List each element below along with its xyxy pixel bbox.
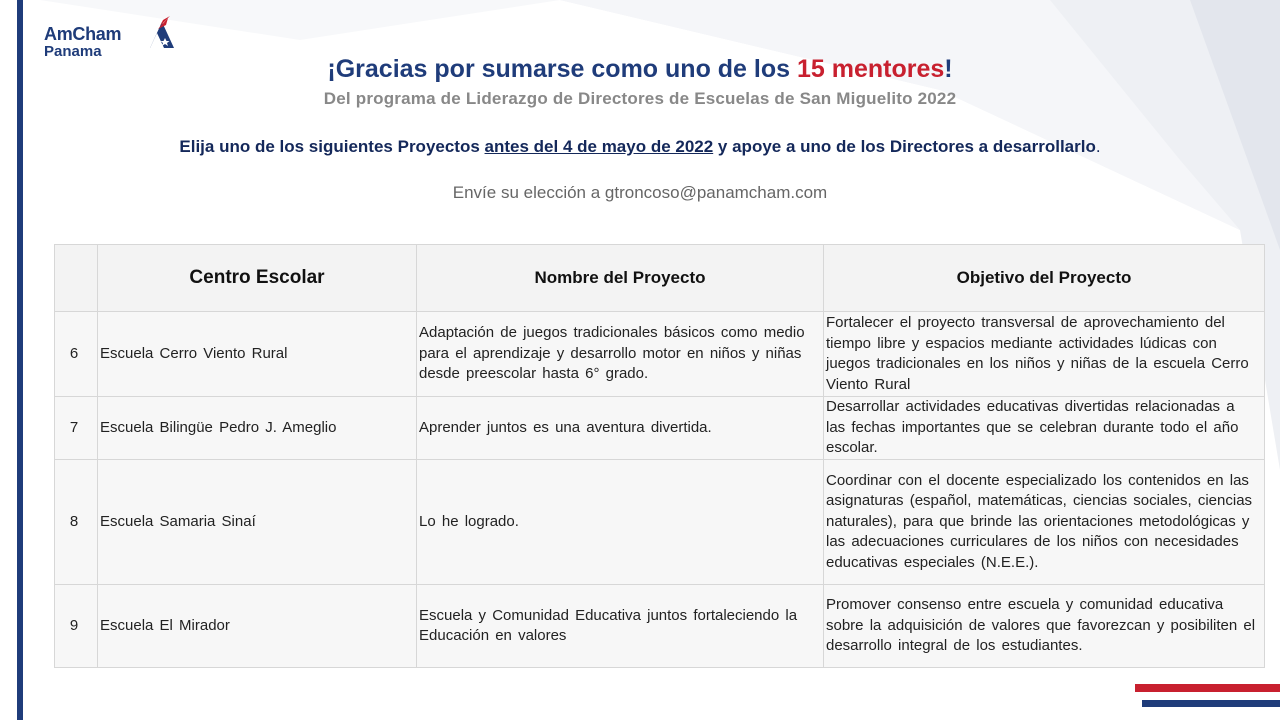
page-subtitle: Del programa de Liderazgo de Directores de Escuelas de San Miguelito 2022 (323, 89, 957, 108)
row-school: Escuela Bilingüe Pedro J. Ameglio (98, 397, 417, 460)
row-number: 7 (55, 397, 98, 460)
row-objective: Desarrollar actividades educativas divertidas relacionadas a las fechas importantes que se celebran durante todo el año escolar. (824, 397, 1265, 460)
logo-text-line2: Panama (44, 43, 102, 60)
title-text-start: ¡Gracias por sumarse como uno de los (327, 55, 797, 83)
header-project-name: Nombre del Proyecto (417, 245, 824, 312)
row-project-name: Escuela y Comunidad Educativa juntos fortaleciendo la Educación en valores (417, 585, 824, 668)
table-row (55, 312, 1265, 397)
row-school: Escuela El Mirador (98, 585, 417, 668)
row-project-name: Adaptación de juegos tradicionales básicos como medio para el aprendizaje y desarrollo motor en niños y niñas desde preescolar hasta 6° grado. (417, 312, 824, 397)
instruction-end: y apoye a uno de los Directores a desarrollarlo (713, 137, 1096, 156)
title-text-end: ! (944, 55, 953, 83)
email-instruction: Envíe su elección a gtroncoso@panamcham.com (452, 183, 828, 202)
header-school: Centro Escolar (98, 245, 417, 312)
header-number (55, 245, 98, 312)
logo-text-line1: AmCham (44, 24, 122, 44)
row-objective: Promover consenso entre escuela y comunidad educativa sobre la adquisición de valores que favorezcan y posibiliten el desarrollo integral de los estudiantes. (824, 585, 1265, 668)
page-title (0, 55, 1280, 84)
row-school: Escuela Samaria Sinaí (98, 460, 417, 585)
instruction-deadline: antes del 4 de mayo de 2022 (484, 137, 714, 156)
row-number: 8 (55, 460, 98, 585)
row-project-name: Lo he logrado. (417, 460, 824, 585)
instruction-period: . (1095, 137, 1101, 156)
row-objective: Coordinar con el docente especializado los contenidos en las asignaturas (español, matemáticas, ciencias sociales, ciencias naturales), para que brinde las orientaciones metodológicas y las adecuaciones curriculares de los niños con necesidades educativas especiales (N.E.E.). (824, 460, 1265, 585)
title-highlight: 15 mentores (796, 55, 945, 83)
instruction-start: Elija uno de los siguientes Proyectos (179, 137, 485, 156)
red-accent-stripe (1135, 684, 1280, 692)
header-objective: Objetivo del Proyecto (824, 245, 1265, 312)
table-row (55, 585, 1265, 668)
projects-table (54, 244, 1265, 668)
table-header-row (55, 245, 1265, 312)
row-project-name: Aprender juntos es una aventura divertida. (417, 397, 824, 460)
logo-triangle-icon (140, 16, 180, 60)
table-row (55, 460, 1265, 585)
row-number: 6 (55, 312, 98, 397)
blue-accent-stripe (1142, 700, 1280, 707)
instruction-text (0, 137, 1280, 157)
row-school: Escuela Cerro Viento Rural (98, 312, 417, 397)
table-row (55, 397, 1265, 460)
row-objective: Fortalecer el proyecto transversal de aprovechamiento del tiempo libre y espacios mediante actividades lúdicas con juegos tradicionales en los niños y niñas de la escuela Cerro Viento Rural (824, 312, 1265, 397)
row-number: 9 (55, 585, 98, 668)
